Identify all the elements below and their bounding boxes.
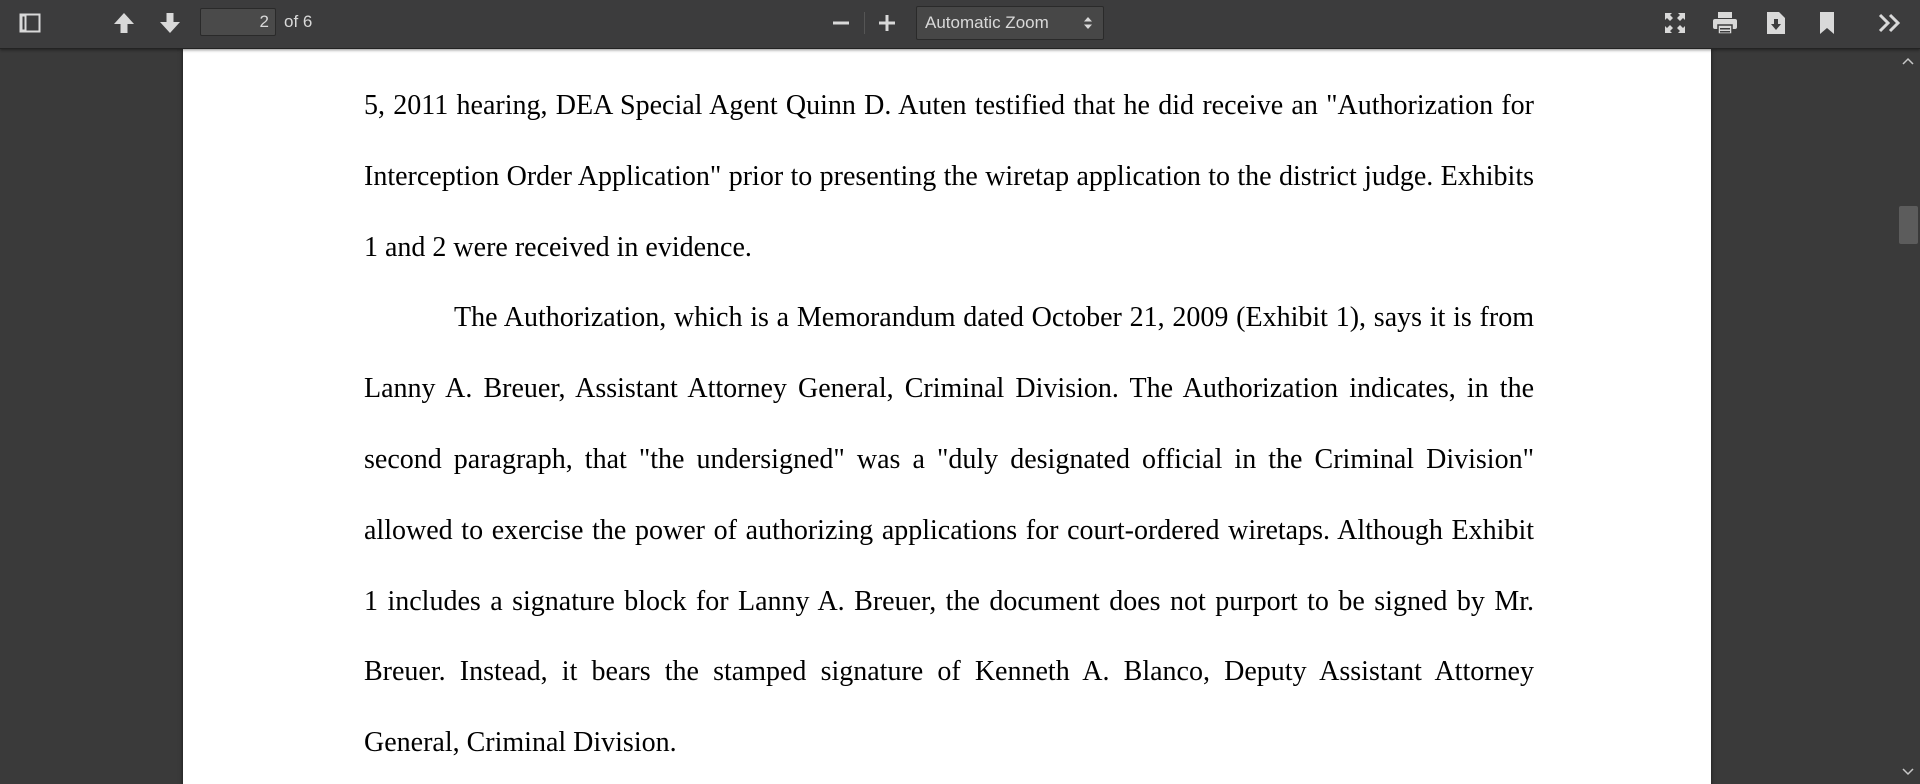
sidebar-toggle-button[interactable] (14, 8, 46, 38)
zoom-out-button[interactable] (825, 8, 857, 38)
document-viewer[interactable] (0, 49, 1896, 784)
tools-button[interactable] (1874, 8, 1906, 38)
page-number-input[interactable] (200, 8, 276, 36)
scroll-thumb[interactable] (1899, 206, 1918, 244)
plus-icon (878, 14, 896, 32)
previous-page-button[interactable] (108, 8, 140, 38)
chevron-up-icon (1902, 57, 1914, 65)
viewer-toolbar (0, 0, 1920, 49)
page-count-label: of 6 (284, 12, 313, 31)
paragraph: 5, 2011 hearing, DEA Special Agent Quinn D. Auten testified that he did receive an "Authorization for Interception Order Application" prior to presenting the wiretap application to the district judge. Exhibits 1 and 2 were received in evidence. (364, 90, 1534, 263)
download-button[interactable] (1760, 8, 1792, 38)
bookmark-icon (1818, 11, 1836, 35)
zoom-level-value: Automatic Zoom (925, 13, 1049, 32)
presentation-mode-button[interactable] (1659, 8, 1691, 38)
paragraph: The Authorization, which is a Memorandum dated October 21, 2009 (Exhibit 1), says it is from Lanny A. Breuer, Assistant Attorney General, Criminal Division. The Authorization indicates, in the second paragraph, that "the undersigned" was a "duly designated official in the Criminal Division" allowed to exercise the power of authorizing applications for court-ordered wiretaps. Although Exhibit 1 includes a signature block for Lanny A. Breuer, the document does not purport to be signed by Mr. Breuer. Instead, it bears the stamped signature of Kenneth A. Blanco, Deputy Assistant Attorney General, Criminal Division. (364, 302, 1534, 759)
select-caret-icon (1083, 16, 1093, 30)
print-button[interactable] (1709, 8, 1741, 38)
vertical-scrollbar[interactable] (1896, 49, 1920, 784)
toolbar-divider (864, 12, 865, 34)
pdf-page (183, 49, 1711, 784)
sidebar-toggle-icon (19, 13, 41, 33)
fullscreen-icon (1664, 12, 1686, 34)
arrow-down-icon (158, 11, 182, 35)
scroll-up-button[interactable] (1896, 51, 1920, 71)
zoom-in-button[interactable] (871, 8, 903, 38)
zoom-level-select[interactable] (916, 6, 1104, 40)
next-page-button[interactable] (154, 8, 186, 38)
arrow-up-icon (112, 11, 136, 35)
download-icon (1765, 11, 1787, 35)
page-text (364, 71, 1534, 779)
bookmark-button[interactable] (1811, 8, 1843, 38)
chevron-down-icon (1902, 768, 1914, 776)
double-chevron-right-icon (1878, 13, 1902, 33)
minus-icon (832, 14, 850, 32)
printer-icon (1712, 11, 1738, 35)
scroll-down-button[interactable] (1896, 762, 1920, 782)
